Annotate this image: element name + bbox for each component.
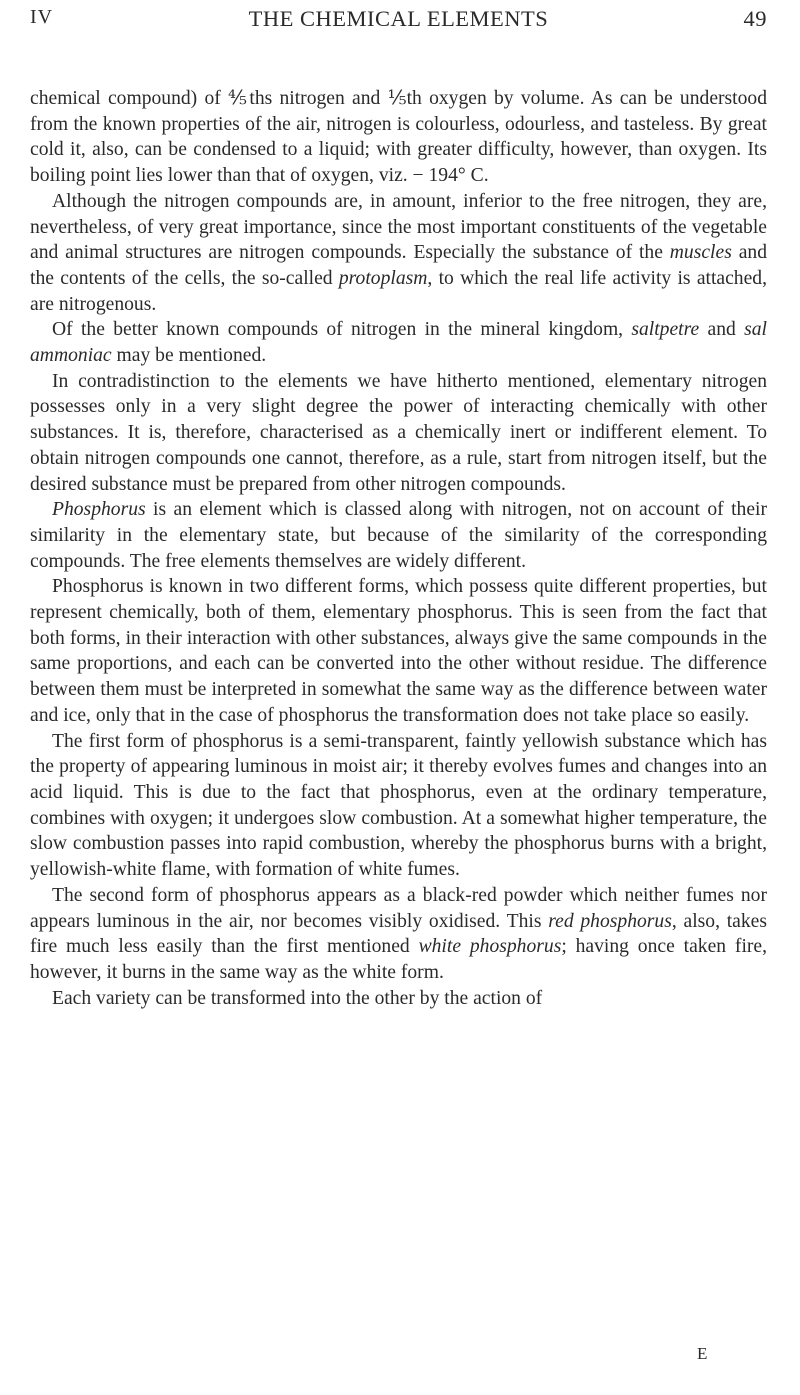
italic-term: white phosphorus xyxy=(418,936,562,958)
page-number: 49 xyxy=(743,6,767,31)
paragraph xyxy=(30,86,767,189)
running-head xyxy=(30,6,767,38)
paragraph xyxy=(30,497,767,574)
text-run: The second form of phosphorus appears as a black-red powder which neither fumes nor appears luminous in the air, nor becomes visibly oxidised. This xyxy=(30,884,767,932)
paragraph xyxy=(30,189,767,318)
text-run: Each variety can be transformed into the other by the action of xyxy=(52,987,543,1009)
text-run: and xyxy=(699,319,745,341)
italic-term: saltpetre xyxy=(631,319,700,341)
body-text xyxy=(30,86,767,1011)
chapter-number: IV xyxy=(30,6,54,28)
text-run: is an element which is classed along with nitrogen, not on account of their similarity in the elementary state, but because of the similarity of the corresponding compounds. The free elements themselves are widely different. xyxy=(30,499,767,572)
text-run: In contradistinction to the elements we have hitherto mentioned, elementary nitrogen possesses only in a very slight degree the power of interacting chemically with other substances. It is, therefore, characterised as a chemically inert or indifferent element. To obtain nitrogen compounds one cannot, therefore, as a rule, start from nitrogen itself, but the desired substance must be prepared from other nitrogen compounds. xyxy=(30,370,767,495)
paragraph xyxy=(30,883,767,986)
text-run: The first form of phosphorus is a semi-transparent, faintly yellowish substance which has the property of appearing luminous in moist air; it thereby evolves fumes and changes into an acid liquid. This is due to the fact that phosphorus, even at the ordinary temperature, combines with oxygen; it undergoes slow combustion. At a somewhat higher temperature, the slow combustion passes into rapid combustion, whereby the phosphorus burns with a bright, yellowish-white flame, with formation of white fumes. xyxy=(30,730,767,881)
text-run: , to which the real life activity is attached, are nitrogenous. xyxy=(30,267,767,315)
text-run: may be mentioned. xyxy=(111,345,267,367)
text-run: ; having once taken fire, however, it burns in the same way as the white form. xyxy=(30,936,768,983)
text-run: Of the better known compounds of nitrogen in the mineral kingdom, xyxy=(52,319,632,341)
text-run: Although the nitrogen compounds are, in amount, inferior to the free nitrogen, they are, nevertheless, of very great importance, since the most important constituents of the vegetable and animal structures are nitrogen compounds. Especially the substance of the xyxy=(30,190,767,264)
signature-mark: E xyxy=(697,1344,709,1363)
italic-term: muscles xyxy=(669,242,732,264)
paragraph xyxy=(30,369,767,498)
text-run: and the contents of the cells, the so-called xyxy=(30,242,767,289)
italic-term: protoplasm xyxy=(338,267,428,289)
italic-term: Phosphorus xyxy=(52,499,146,521)
text-run: Phosphorus is known in two different forms, which possess quite different properties, but represent chemically, both of them, elementary phosphorus. This is seen from the fact that both forms, in their interaction with other substances, always give the same compounds in the same proportions, and each can be converted into the other without residue. The difference between them must be interpreted in somewhat the same way as the difference between water and ice, only that in the case of phosphorus the transformation does not take place so easily. xyxy=(30,576,767,726)
paragraph xyxy=(30,986,767,1012)
italic-term: red phosphorus xyxy=(548,910,672,932)
italic-term: sal ammoniac xyxy=(30,319,767,367)
text-run: chemical compound) of ⅘ths nitrogen and ⅕th oxygen by volume. As can be understood from the known properties of the air, nitrogen is colourless, odourless, and tasteless. By great cold it, also, can be condensed to a liquid; with greater difficulty, however, than oxygen. Its boiling point lies lower than that of oxygen, viz. − 194° C. xyxy=(30,88,767,187)
running-title: THE CHEMICAL ELEMENTS xyxy=(248,6,549,31)
paragraph xyxy=(30,729,767,883)
text-run: , also, takes fire much less easily than the first mentioned xyxy=(30,910,767,958)
paragraph xyxy=(30,317,767,368)
paragraph xyxy=(30,574,767,728)
